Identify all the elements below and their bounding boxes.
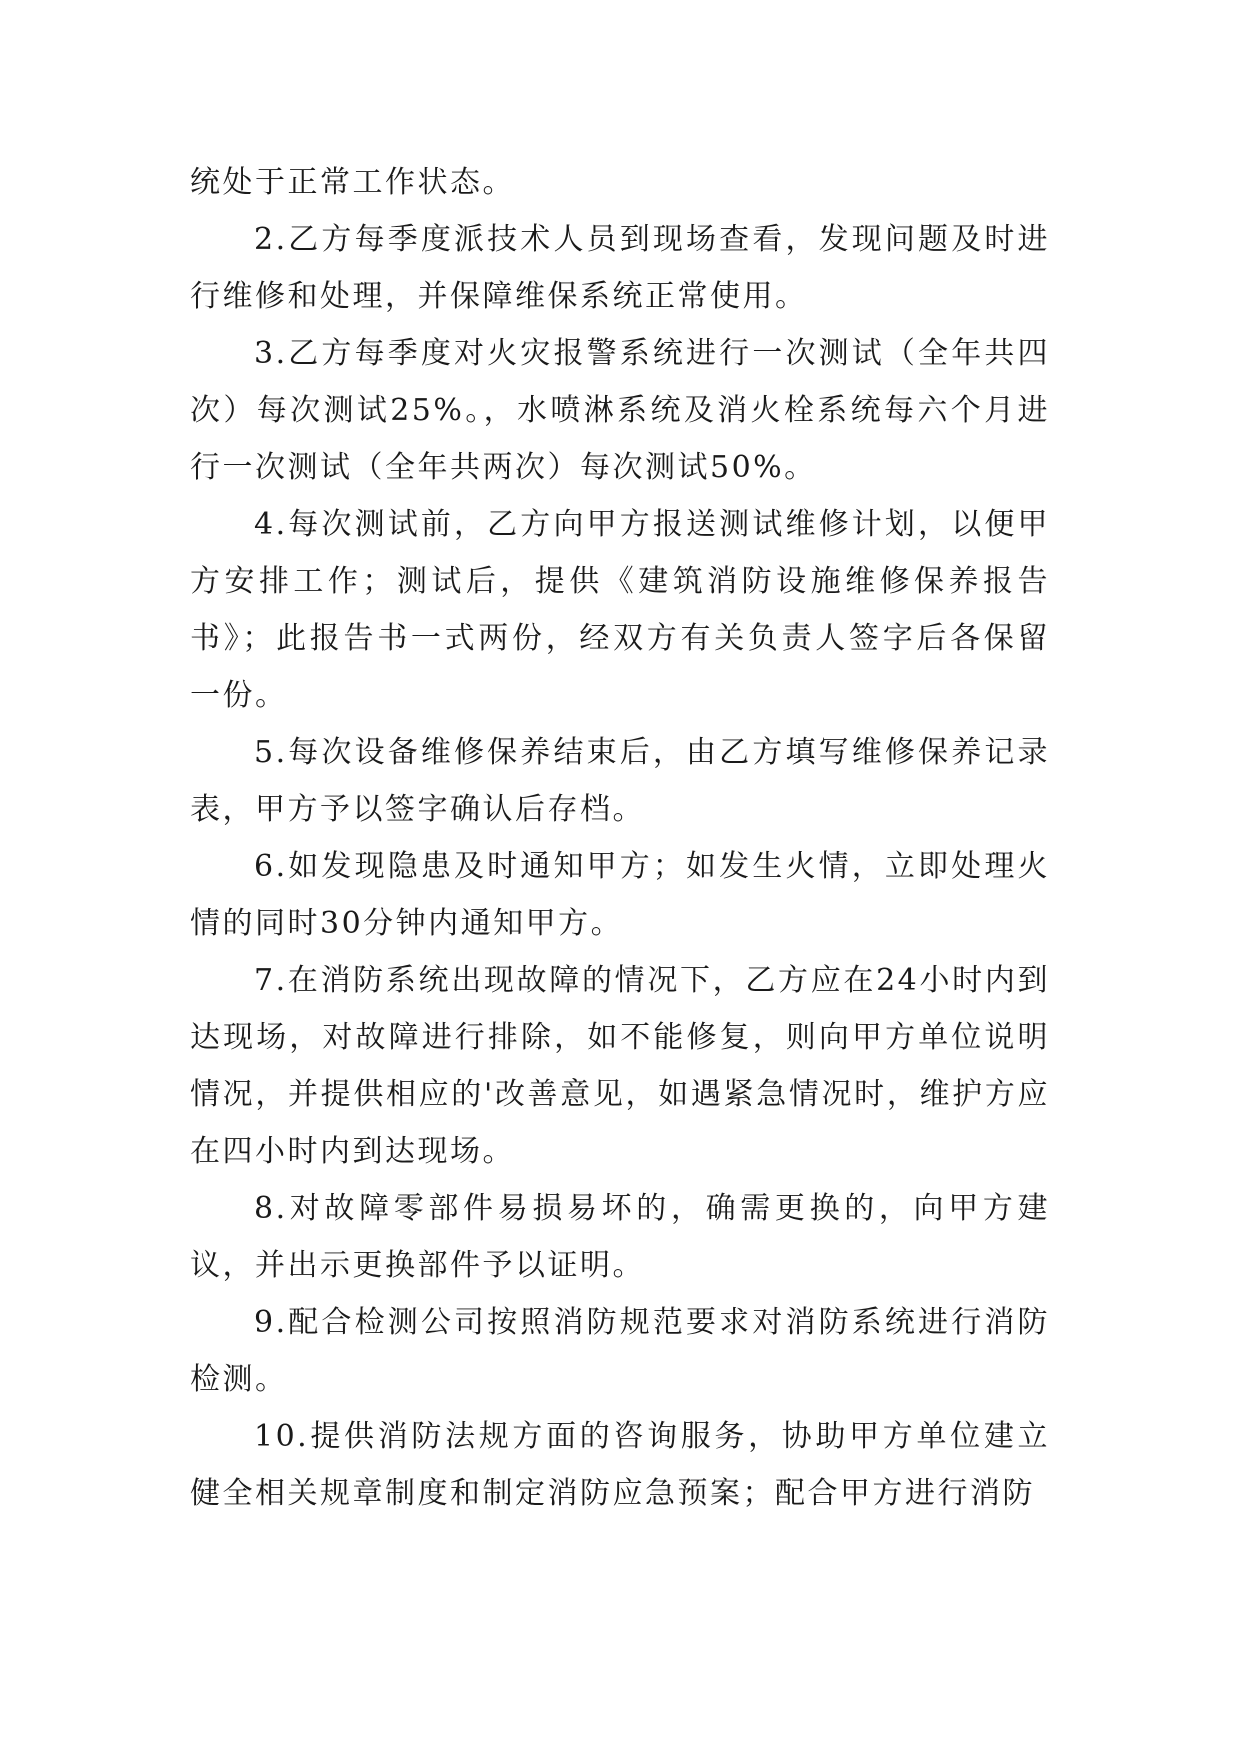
paragraph-item-5: 5.每次设备维修保养结束后，由乙方填写维修保养记录表，甲方予以签字确认后存档。 (190, 735, 1050, 827)
paragraph-item-3: 3.乙方每季度对火灾报警系统进行一次测试（全年共四次）每次测试25%。，水喷淋系统及消火栓系统每六个月进行一次测试（全年共两次）每次测试50%。 (190, 336, 1050, 485)
paragraph-item-9: 9.配合检测公司按照消防规范要求对消防系统进行消防检测。 (190, 1305, 1050, 1397)
paragraph-item-4: 4.每次测试前，乙方向甲方报送测试维修计划，以便甲方安排工作；测试后，提供《建筑消防设施维修保养报告书》；此报告书一式两份，经双方有关负责人签字后各保留一份。 (190, 507, 1050, 713)
paragraph-continuation: 统处于正常工作状态。 (190, 165, 515, 200)
paragraph-item-10: 10.提供消防法规方面的咨询服务，协助甲方单位建立健全相关规章制度和制定消防应急预案；配合甲方进行消防 (190, 1419, 1050, 1511)
paragraph-item-7: 7.在消防系统出现故障的情况下，乙方应在24小时内到达现场，对故障进行排除，如不能修复，则向甲方单位说明情况，并提供相应的'改善意见，如遇紧急情况时，维护方应在四小时内到达现场。 (190, 963, 1050, 1169)
document-body (190, 154, 1050, 1522)
paragraph-item-8: 8.对故障零部件易损易坏的，确需更换的，向甲方建议，并出示更换部件予以证明。 (190, 1191, 1050, 1283)
paragraph-item-2: 2.乙方每季度派技术人员到现场查看，发现问题及时进行维修和处理，并保障维保系统正常使用。 (190, 222, 1050, 314)
paragraph-item-6: 6.如发现隐患及时通知甲方；如发生火情，立即处理火情的同时30分钟内通知甲方。 (190, 849, 1050, 941)
